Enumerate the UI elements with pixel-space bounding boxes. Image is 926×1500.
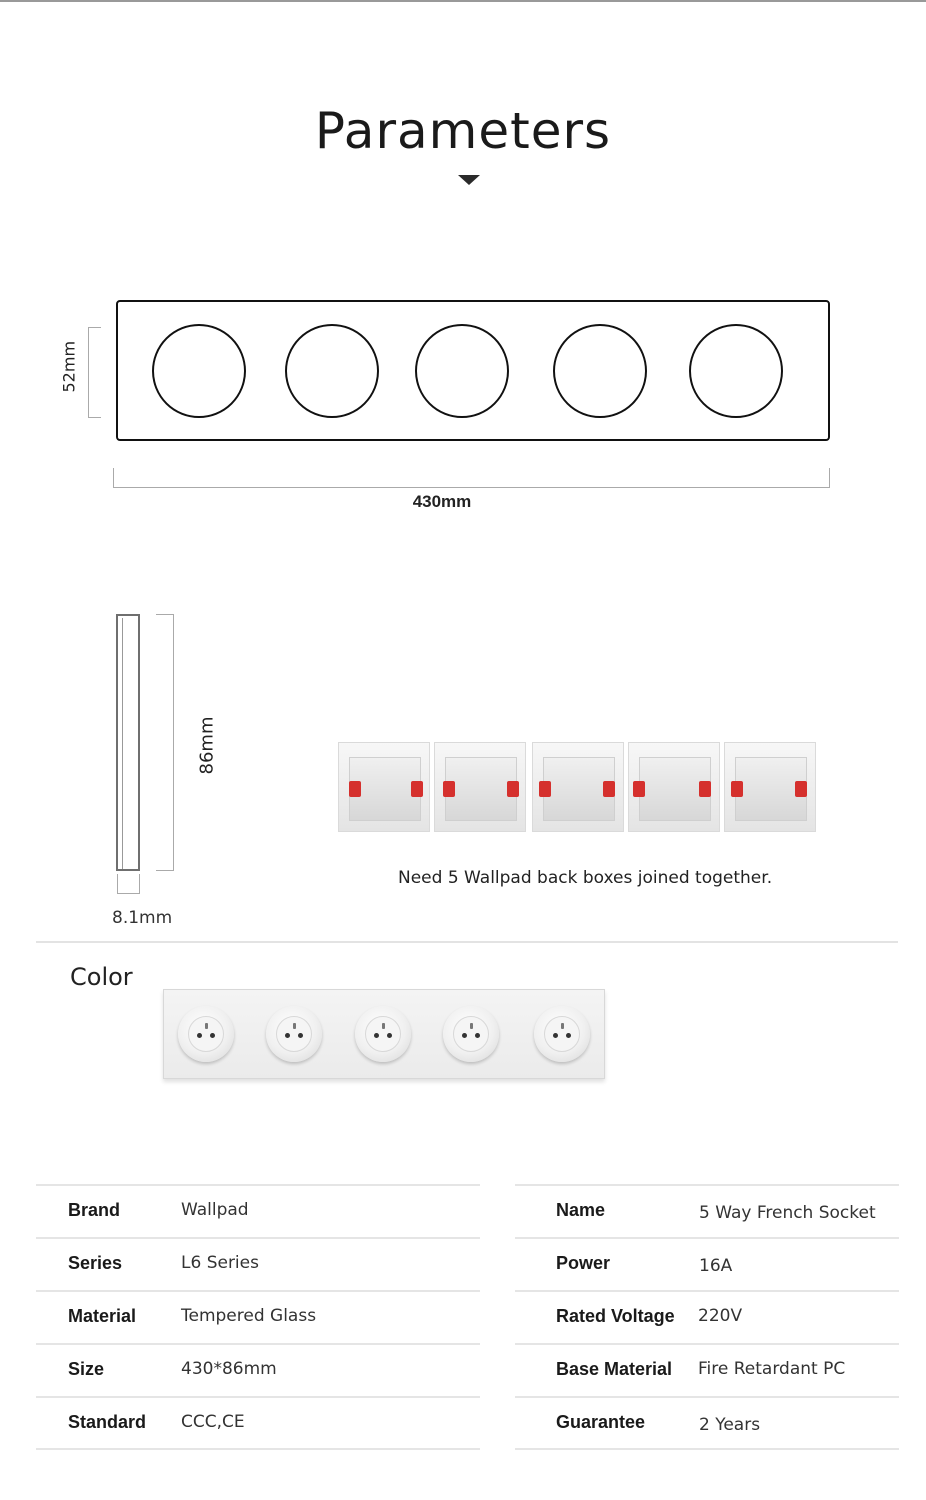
spec-value: 16A <box>699 1256 733 1276</box>
spec-key: Standard <box>68 1412 147 1432</box>
spec-row <box>36 1396 480 1448</box>
spec-value: 220V <box>698 1306 743 1326</box>
spec-value: 2 Years <box>699 1415 761 1435</box>
socket-outline <box>689 324 783 418</box>
section-divider <box>36 941 898 943</box>
socket-outline <box>553 324 647 418</box>
side-view-edge <box>122 618 123 869</box>
spec-value: 430*86mm <box>181 1359 277 1379</box>
french-socket-icon <box>178 1006 234 1062</box>
spec-key: Size <box>68 1359 105 1379</box>
front-view-panel <box>116 300 830 441</box>
back-box-note: Need 5 Wallpad back boxes joined together. <box>398 868 773 888</box>
socket-outline <box>152 324 246 418</box>
french-socket-icon <box>443 1006 499 1062</box>
height-dimension-bracket <box>88 327 101 418</box>
product-color-swatch <box>163 989 605 1079</box>
french-socket-icon <box>534 1006 590 1062</box>
width-dimension-label: 430mm <box>412 492 472 511</box>
back-box <box>724 742 816 832</box>
spec-key: Brand <box>68 1200 121 1220</box>
triangle-down-icon <box>458 175 480 185</box>
spec-row <box>515 1184 899 1236</box>
table-bottom-rule <box>36 1448 480 1450</box>
spec-row <box>515 1290 899 1342</box>
thickness-label: 8.1mm <box>112 908 173 928</box>
spec-row <box>36 1290 480 1342</box>
width-dimension-bracket <box>113 468 830 488</box>
back-box <box>628 742 720 832</box>
thickness-bracket <box>117 874 140 894</box>
spec-row <box>515 1237 899 1289</box>
spec-row <box>515 1396 899 1448</box>
spec-row <box>36 1237 480 1289</box>
spec-value: Wallpad <box>181 1200 249 1220</box>
spec-key: Base Material <box>556 1359 673 1379</box>
table-bottom-rule <box>515 1448 899 1450</box>
spec-key: Name <box>556 1200 606 1220</box>
socket-outline <box>285 324 379 418</box>
french-socket-icon <box>355 1006 411 1062</box>
spec-row <box>36 1343 480 1395</box>
spec-key: Material <box>68 1306 137 1326</box>
spec-value: CCC,CE <box>181 1412 245 1432</box>
spec-value: Fire Retardant PC <box>698 1359 846 1379</box>
side-height-bracket <box>156 614 174 871</box>
color-heading: Color <box>70 963 133 991</box>
spec-value: 5 Way French Socket <box>699 1203 876 1223</box>
spec-key: Guarantee <box>556 1412 646 1432</box>
back-box <box>434 742 526 832</box>
spec-key: Power <box>556 1253 611 1273</box>
top-rule <box>0 0 926 2</box>
side-view-plate <box>116 614 140 871</box>
side-height-label: 86mm <box>196 716 218 775</box>
back-box <box>532 742 624 832</box>
spec-value: L6 Series <box>181 1253 259 1273</box>
spec-row <box>515 1343 899 1395</box>
page-title: Parameters <box>314 102 612 160</box>
spec-value: Tempered Glass <box>181 1306 317 1326</box>
socket-outline <box>415 324 509 418</box>
spec-key: Rated Voltage <box>556 1306 675 1326</box>
spec-key: Series <box>68 1253 123 1273</box>
height-dimension-label: 52mm <box>59 340 79 393</box>
spec-row <box>36 1184 480 1236</box>
french-socket-icon <box>266 1006 322 1062</box>
back-box <box>338 742 430 832</box>
